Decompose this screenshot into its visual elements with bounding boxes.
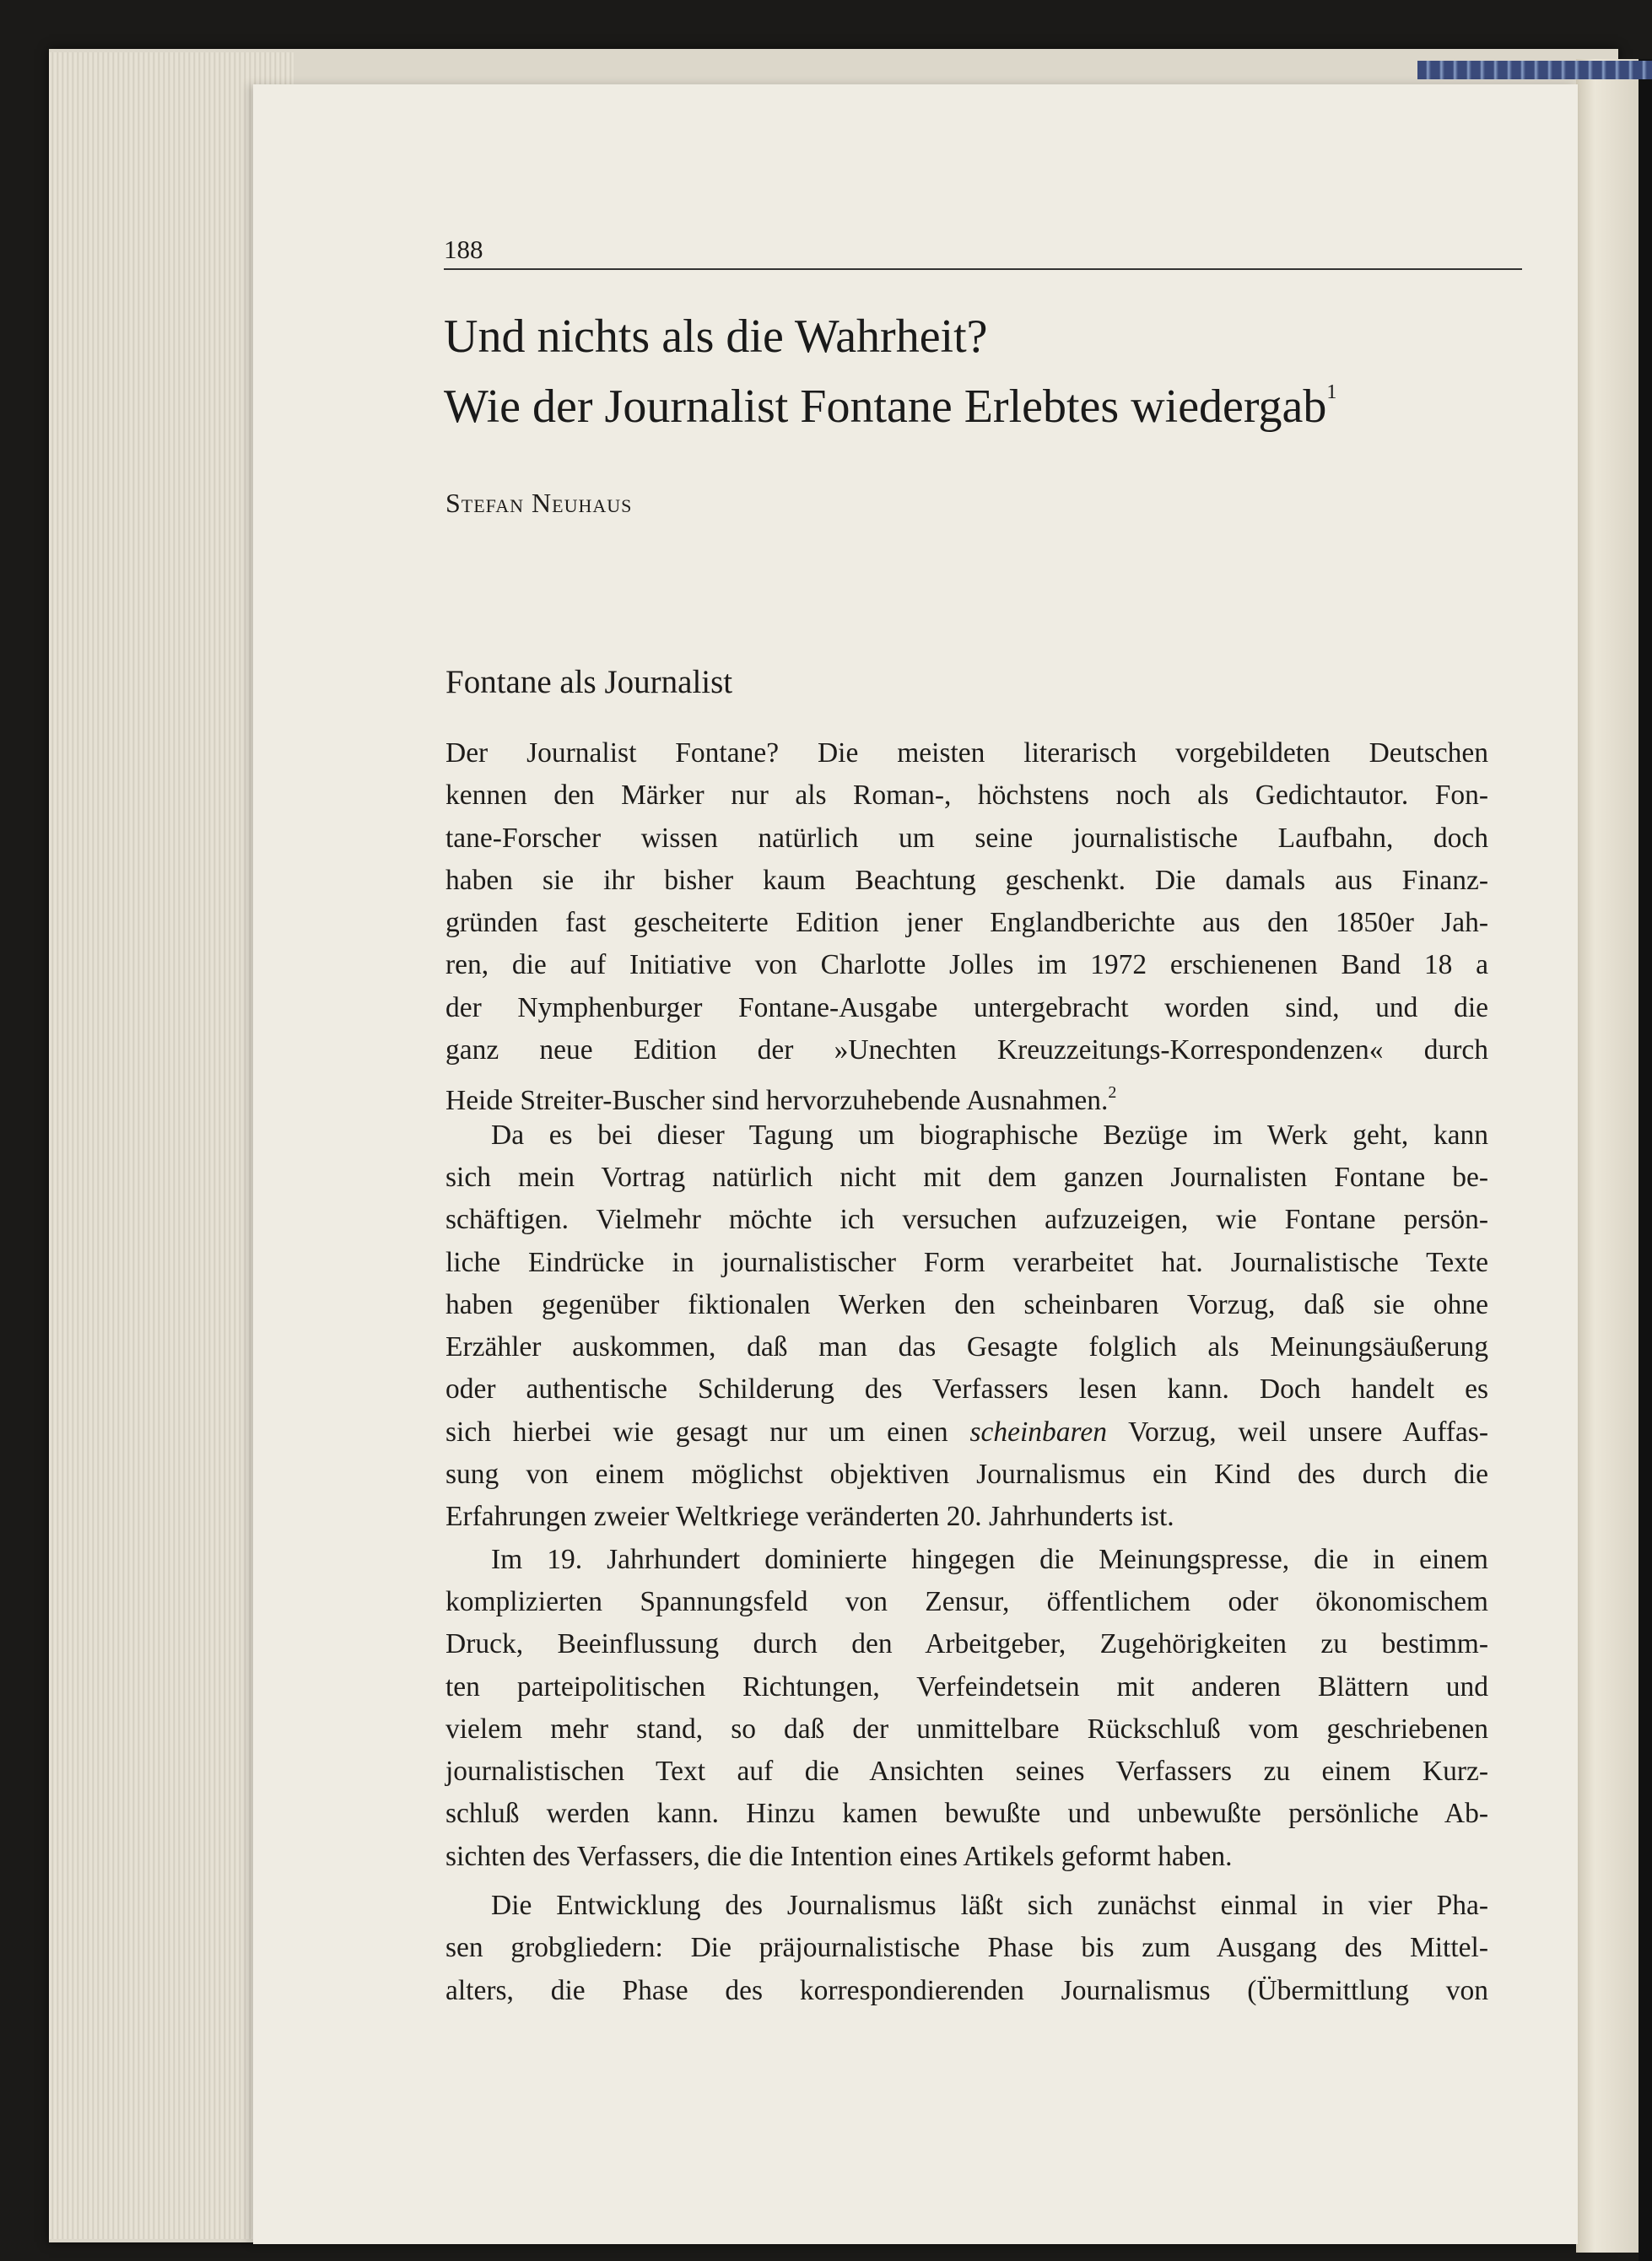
body-text	[445, 732, 1488, 2012]
text-line: Druck, Beeinflussung durch den Arbeitgeber, Zugehörigkeiten zu bestimm-	[445, 1628, 1488, 1660]
text-line: Erzähler auskommen, daß man das Gesagte folglich als Meinungsäußerung	[445, 1331, 1488, 1363]
text-line: ren, die auf Initiative von Charlotte Jolles im 1972 erschienenen Band 18 a	[445, 949, 1488, 981]
text-line: haben sie ihr bisher kaum Beachtung geschenkt. Die damals aus Finanz-	[445, 864, 1488, 896]
running-head	[444, 235, 1522, 270]
paragraph-4	[445, 1885, 1488, 2012]
text-line: komplizierten Spannungsfeld von Zensur, öffentlichem oder ökonomischem	[445, 1585, 1488, 1617]
text-line: ganz neue Edition der »Unechten Kreuzzeitungs-Korrespondenzen« durch	[445, 1034, 1488, 1066]
title-line-1: Und nichts als die Wahrheit?	[444, 310, 988, 363]
text-line: schluß werden kann. Hinzu kamen bewußte und unbewußte persönliche Ab-	[445, 1798, 1488, 1830]
text-line: gründen fast gescheiterte Edition jener Englandberichte aus den 1850er Jah-	[445, 907, 1488, 939]
text-line: vielem mehr stand, so daß der unmittelbare Rückschluß vom geschriebenen	[445, 1713, 1488, 1745]
title-footnote-ref: 1	[1326, 381, 1337, 403]
text-line: sich mein Vortrag natürlich nicht mit dem ganzen Journalisten Fontane be-	[445, 1161, 1488, 1193]
text-line: Die Entwicklung des Journalismus läßt sich zunächst einmal in vier Pha-	[491, 1890, 1488, 1922]
text-line: kennen den Märker nur als Roman-, höchstens noch als Gedichtautor. Fon-	[445, 780, 1488, 812]
text-line: liche Eindrücke in journalistischer Form verarbeitet hat. Journalistische Texte	[445, 1246, 1488, 1278]
paragraph-1	[445, 732, 1488, 1117]
text-line: sichten des Verfassers, die die Intention eines Artikels geformt haben.	[445, 1840, 1233, 1872]
text-line: journalistischen Text auf die Ansichten seines Verfassers zu einem Kurz-	[445, 1756, 1488, 1788]
text-line: tane-Forscher wissen natürlich um seine journalistische Laufbahn, doch	[445, 822, 1488, 854]
text-line: Im 19. Jahrhundert dominierte hingegen die Meinungspresse, die in einem	[491, 1543, 1488, 1575]
text-line: sich hierbei wie gesagt nur um einen scheinbaren Vorzug, weil unsere Auffas-	[445, 1416, 1488, 1448]
text-line: Heide Streiter-Buscher sind hervorzuhebende Ausnahmen.$^2$	[445, 1083, 1117, 1117]
paragraph-2	[445, 1114, 1488, 1539]
section-heading: Fontane als Journalist	[445, 664, 733, 700]
author-name: Stefan Neuhaus	[445, 488, 633, 518]
facing-page-edge	[1576, 59, 1639, 2253]
text-line: haben gegenüber fiktionalen Werken den scheinbaren Vorzug, daß sie ohne	[445, 1288, 1488, 1320]
text-line: Da es bei dieser Tagung um biographische Bezüge im Werk geht, kann	[491, 1119, 1488, 1151]
text-line: der Nymphenburger Fontane-Ausgabe untergebracht worden sind, und die	[445, 991, 1488, 1023]
paragraph-3	[445, 1539, 1488, 1878]
text-line: Der Journalist Fontane? Die meisten literarisch vorgebildeten Deutschen	[445, 737, 1488, 769]
text-line: sung von einem möglichst objektiven Journalismus ein Kind des durch die	[445, 1459, 1488, 1491]
text-line: sen grobgliedern: Die präjournalistische Phase bis zum Ausgang des Mittel-	[445, 1932, 1488, 1964]
scan-border	[1639, 59, 1652, 2261]
text-line: Erfahrungen zweier Weltkriege veränderten 20. Jahrhunderts ist.	[445, 1501, 1174, 1533]
text-line: schäftigen. Vielmehr möchte ich versuchen aufzuzeigen, wie Fontane persön-	[445, 1204, 1488, 1236]
article-title	[444, 309, 1558, 434]
text-line: alters, die Phase des korrespondierenden Journalismus (Übermittlung von	[445, 1974, 1488, 2006]
text-line: ten parteipolitischen Richtungen, Verfeindetsein mit anderen Blättern und	[445, 1670, 1488, 1702]
title-line-2: Wie der Journalist Fontane Erlebtes wiedergab$^1$	[444, 380, 1337, 433]
ruler-strip	[1417, 61, 1652, 79]
footnote-ref: 2	[1108, 1083, 1117, 1103]
page-number: 188	[444, 235, 483, 264]
text-line: oder authentische Schilderung des Verfassers lesen kann. Doch handelt es	[445, 1373, 1488, 1406]
italic-emphasis: scheinbaren	[969, 1416, 1107, 1448]
